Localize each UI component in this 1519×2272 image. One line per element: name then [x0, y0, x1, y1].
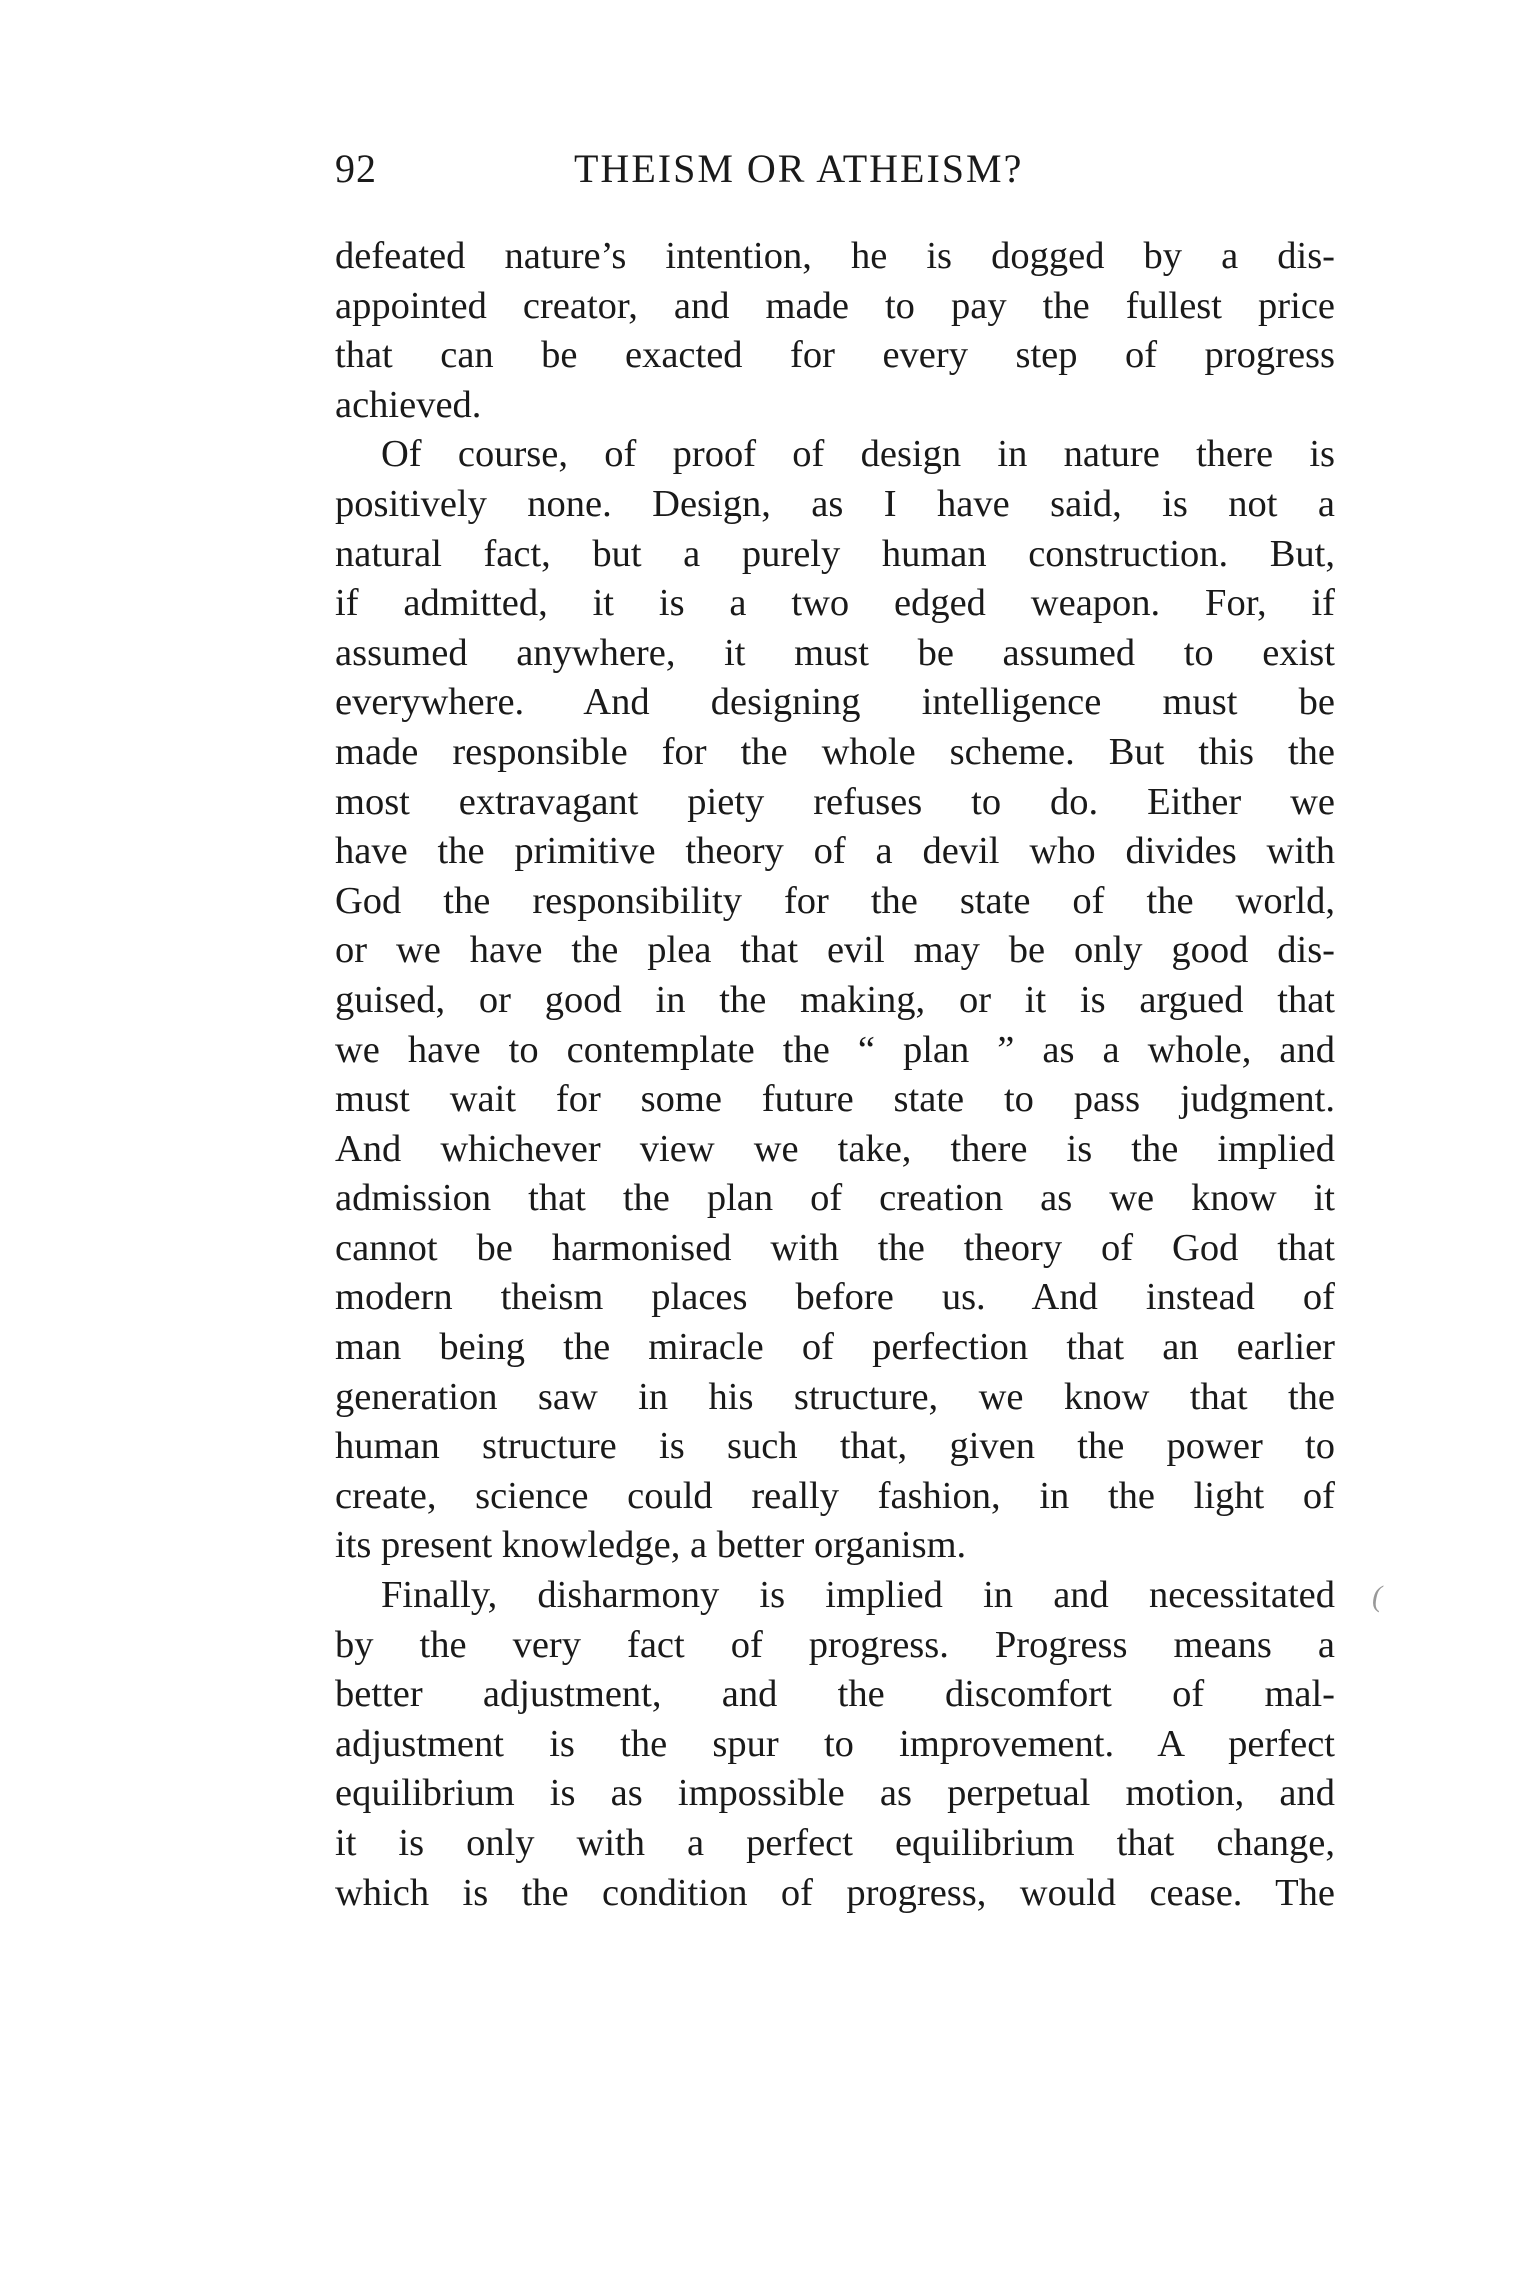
text-line: assumed anywhere, it must be assumed to exist: [335, 631, 1335, 674]
text-line: natural fact, but a purely human construction. But,: [335, 532, 1335, 575]
text-line: everywhere. And designing intelligence must be: [335, 681, 1335, 724]
text-line: God the responsibility for the state of the world,: [335, 879, 1335, 922]
text-line: Finally, disharmony is implied in and necessitated: [381, 1574, 1335, 1617]
paragraph-3: [335, 1571, 1335, 1918]
text-line: by the very fact of progress. Progress means a: [335, 1623, 1335, 1666]
text-line: Of course, of proof of design in nature there is: [381, 433, 1335, 476]
running-title: THEISM OR ATHEISM?: [574, 146, 1024, 191]
text-line: made responsible for the whole scheme. But this the: [335, 730, 1335, 773]
text-line: or we have the plea that evil may be only good dis-: [335, 929, 1335, 972]
text-line: which is the condition of progress, would cease. The: [335, 1871, 1335, 1914]
text-line: if admitted, it is a two edged weapon. For, if: [335, 582, 1335, 625]
text-line: must wait for some future state to pass judgment.: [335, 1078, 1335, 1121]
text-line: admission that the plan of creation as we know it: [335, 1177, 1335, 1220]
text-line: guised, or good in the making, or it is argued that: [335, 978, 1335, 1021]
text-line: create, science could really fashion, in the light of: [335, 1474, 1335, 1517]
text-line: cannot be harmonised with the theory of God that: [335, 1226, 1335, 1269]
text-line: that can be exacted for every step of progress: [335, 334, 1335, 377]
body-text: [335, 232, 1335, 1918]
text-line: modern theism places before us. And instead of: [335, 1276, 1335, 1319]
text-line: have the primitive theory of a devil who divides with: [335, 830, 1335, 873]
marginal-mark: (: [1372, 1580, 1382, 1613]
page-number: 92: [335, 146, 377, 191]
text-line: positively none. Design, as I have said, is not a: [335, 482, 1335, 525]
text-line: defeated nature’s intention, he is dogged by a dis-: [335, 235, 1335, 277]
text-line: equilibrium is as impossible as perpetual motion, and: [335, 1772, 1335, 1815]
text-line: better adjustment, and the discomfort of mal-: [335, 1673, 1335, 1716]
paragraph-1: [335, 232, 1335, 430]
text-line: its present knowledge, a better organism.: [335, 1524, 967, 1567]
text-line: human structure is such that, given the power to: [335, 1425, 1335, 1468]
text-line: adjustment is the spur to improvement. A perfect: [335, 1722, 1335, 1765]
text-line: appointed creator, and made to pay the fullest price: [335, 284, 1335, 327]
text-line: we have to contemplate the “ plan ” as a whole, and: [335, 1028, 1335, 1071]
text-line: achieved.: [335, 383, 482, 426]
text-line: most extravagant piety refuses to do. Either we: [335, 780, 1335, 823]
running-head: [335, 145, 1335, 205]
text-line: And whichever view we take, there is the implied: [335, 1127, 1335, 1170]
text-line: man being the miracle of perfection that an earlier: [335, 1326, 1335, 1369]
text-line: generation saw in his structure, we know that the: [335, 1375, 1335, 1418]
text-line: it is only with a perfect equilibrium that change,: [335, 1822, 1335, 1864]
paragraph-2: [335, 430, 1335, 1571]
